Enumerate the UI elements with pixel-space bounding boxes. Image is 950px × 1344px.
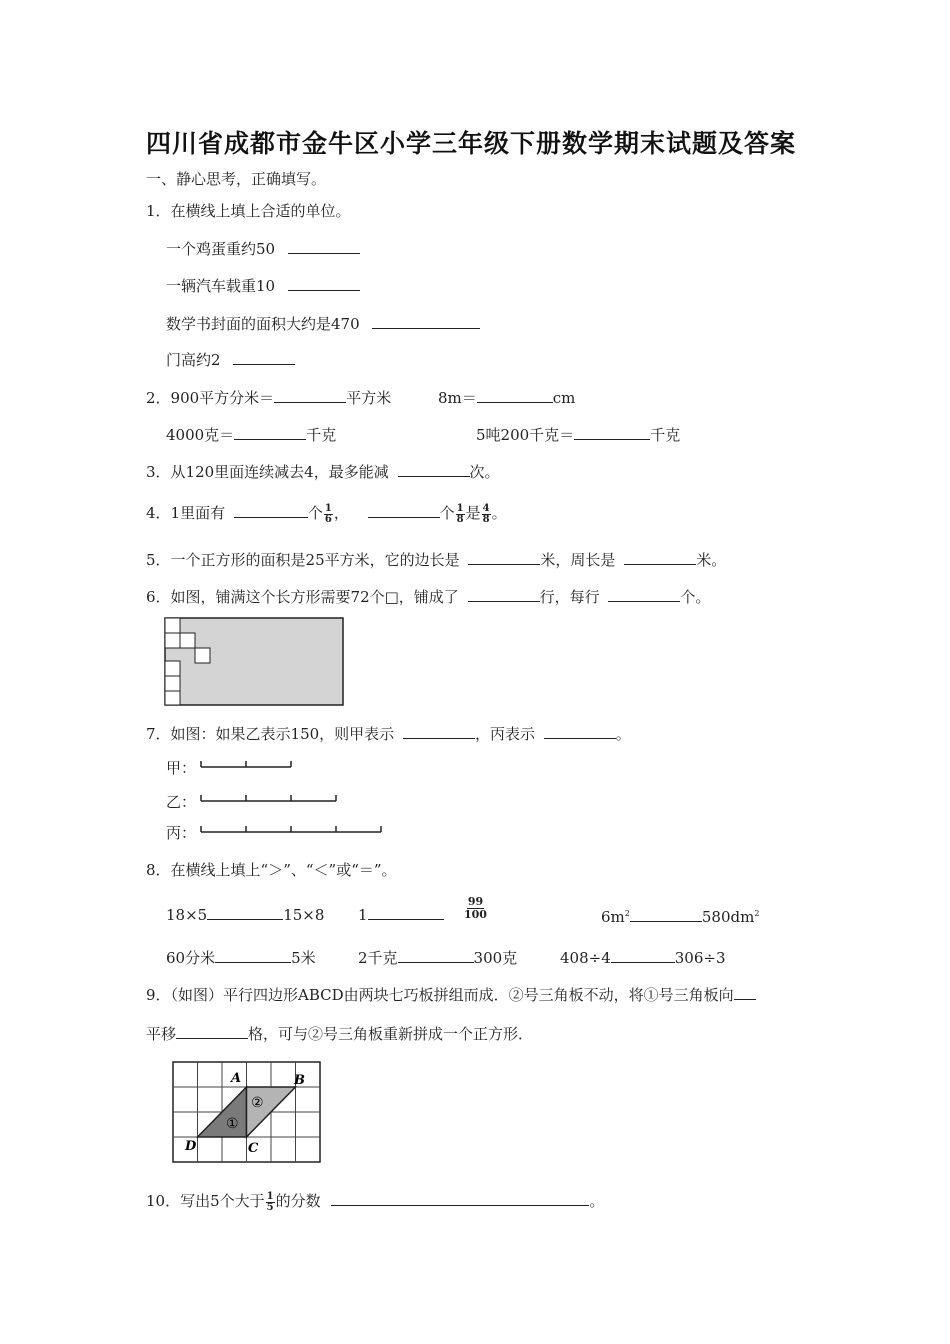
answer-blank[interactable]	[403, 723, 475, 739]
answer-blank[interactable]	[368, 904, 444, 920]
q9-line2: 平移 格，可与②号三角板重新拼成一个正方形．	[146, 1025, 534, 1043]
answer-blank[interactable]	[234, 502, 308, 518]
point-label-c: C	[248, 1141, 259, 1156]
q8-r2-a: 60分米 5米	[166, 949, 316, 967]
unit-square	[180, 633, 195, 648]
q3: 3．从120里面连续减去4，最多能减 次。	[146, 463, 500, 481]
q2-item-d: 5吨200千克＝ 千克	[476, 426, 681, 444]
point-label-b: B	[294, 1073, 305, 1088]
answer-blank[interactable]	[398, 947, 474, 963]
fraction: $\frac{1}{5}$	[266, 1190, 274, 1213]
unit-square	[165, 691, 180, 705]
q8-r1-b-fraction: $\frac{99}{100}$	[464, 895, 487, 921]
fraction: $\frac{1}{8}$	[456, 502, 464, 525]
q5: 5．一个正方形的面积是25平方米，它的边长是 米，周长是 米。	[146, 551, 727, 569]
segment-bar	[201, 761, 291, 767]
segment-label-yi: 乙：	[166, 793, 197, 811]
q8-r1-c: $6m^2$ $580dm^2$	[601, 908, 760, 926]
answer-blank[interactable]	[288, 275, 360, 291]
answer-blank[interactable]	[734, 984, 756, 1000]
answer-blank[interactable]	[468, 586, 540, 602]
answer-blank[interactable]	[207, 904, 283, 920]
segment-bar	[201, 826, 381, 832]
answer-blank[interactable]	[624, 549, 696, 565]
answer-blank[interactable]	[630, 906, 702, 922]
fraction: $\frac{1}{6}$	[324, 502, 332, 525]
q2-item-b: 8m＝ cm	[438, 389, 576, 407]
segment-label-jia: 甲：	[166, 759, 197, 777]
q4: 4．1里面有 个 $\frac{1}{6}$ ， 个 $\frac{1}{8}$ 是 $\frac{4}{8}$ 。	[146, 502, 507, 525]
answer-blank[interactable]	[372, 313, 480, 329]
answer-blank[interactable]	[574, 424, 650, 440]
tangram-grid-figure	[171, 1060, 323, 1166]
answer-blank[interactable]	[368, 502, 440, 518]
piece-label-2: ②	[251, 1095, 264, 1111]
answer-blank[interactable]	[611, 947, 675, 963]
q1-item-c: 数学书封面的面积大约是470	[166, 313, 480, 334]
point-label-a: A	[231, 1071, 242, 1086]
q7: 7．如图：如果乙表示150，则甲表示 ，丙表示 。	[146, 725, 631, 743]
q6: 6．如图，铺满这个长方形需要72个□，铺成了 行，每行 个。	[146, 588, 711, 606]
answer-blank[interactable]	[477, 387, 553, 403]
q8-r1-b: 1	[358, 904, 444, 925]
rectangle-tiling-figure	[164, 617, 346, 707]
q8-r2-c: 408÷4 306÷3	[560, 949, 726, 967]
answer-blank[interactable]	[215, 947, 291, 963]
answer-blank[interactable]	[608, 586, 680, 602]
section-heading: 一、静心思考，正确填写。	[146, 170, 327, 188]
answer-blank[interactable]	[274, 387, 346, 403]
answer-blank[interactable]	[288, 238, 360, 254]
q1-item-a: 一个鸡蛋重约50	[166, 238, 360, 259]
unit-square	[195, 648, 210, 663]
answer-blank[interactable]	[234, 424, 306, 440]
unit-square	[165, 633, 180, 648]
q8-stem: 8．在横线上填上“＞”、“＜”或“＝”。	[146, 861, 397, 879]
segment-bars-figure	[198, 757, 388, 843]
point-label-d: D	[185, 1139, 197, 1154]
answer-blank[interactable]	[468, 549, 540, 565]
q1-item-b: 一辆汽车载重10	[166, 275, 360, 296]
segment-label-bing: 丙：	[166, 824, 197, 842]
q2-item-c: 4000克＝ 千克	[166, 426, 337, 444]
q1-stem: 1．在横线上填上合适的单位。	[146, 202, 351, 220]
page-title: 四川省成都市金牛区小学三年级下册数学期末试题及答案	[146, 129, 797, 158]
fraction: $\frac{4}{8}$	[482, 502, 490, 525]
q2-item-a: 2．900平方分米＝ 平方米	[146, 389, 392, 407]
q1-item-d: 门高约2	[166, 349, 295, 370]
gray-rectangle	[165, 618, 343, 705]
unit-square	[165, 618, 180, 633]
answer-blank[interactable]	[331, 1190, 589, 1206]
answer-blank[interactable]	[544, 723, 616, 739]
segment-bar	[201, 795, 336, 801]
answer-blank[interactable]	[398, 461, 470, 477]
q10: 10．写出5个大于 $\frac{1}{5}$ 的分数 。	[146, 1190, 605, 1213]
answer-blank[interactable]	[176, 1023, 248, 1039]
piece-label-1: ①	[226, 1116, 239, 1132]
q9-line1: 9．（如图）平行四边形ABCD由两块七巧板拼组而成．②号三角板不动，将①号三角板向	[146, 984, 756, 1005]
q8-r1-a: 18×5 15×8	[166, 906, 325, 924]
unit-square	[165, 676, 180, 691]
q8-r2-b: 2千克 300克	[358, 949, 518, 967]
answer-blank[interactable]	[233, 349, 295, 365]
unit-square	[165, 661, 180, 676]
